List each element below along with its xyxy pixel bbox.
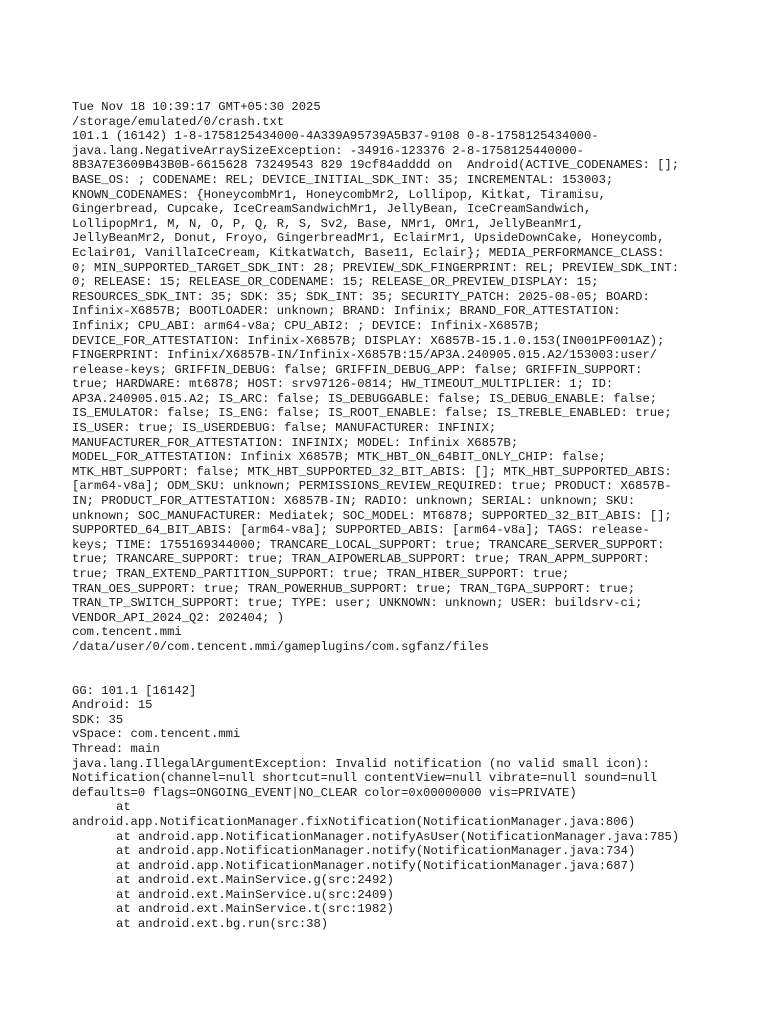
- package-name: com.tencent.mmi: [72, 625, 182, 640]
- device-info-line: java.lang.NegativeArraySizeException: -34916-123376 2-8-1758125440000-: [72, 143, 584, 158]
- device-info-line: Infinix-X6857B; BOOTLOADER: unknown; BRAND: Infinix; BRAND_FOR_ATTESTATION:: [72, 304, 621, 319]
- stack-frame: at android.app.NotificationManager.notifyAsUser(NotificationManager.java:785): [116, 829, 680, 844]
- device-info-line: LollipopMr1, M, N, O, P, Q, R, S, Sv2, Base, NMr1, OMr1, JellyBeanMr1,: [72, 216, 584, 231]
- device-info-line: FINGERPRINT: Infinix/X6857B-IN/Infinix-X6857B:15/AP3A.240905.015.A2/153003:user/: [72, 348, 658, 363]
- stack-frame: at android.ext.MainService.g(src:2492): [116, 873, 394, 888]
- device-info-line: [arm64-v8a]; ODM_SKU: unknown; PERMISSIONS_REVIEW_REQUIRED: true; PRODUCT: X6857B-: [72, 479, 672, 494]
- device-info-line: JellyBeanMr2, Donut, Froyo, GingerbreadMr1, EclairMr1, UpsideDownCake, Honeycomb,: [72, 231, 665, 246]
- device-info-line: true; HARDWARE: mt6878; HOST: srv97126-0814; HW_TIMEOUT_MULTIPLIER: 1; ID:: [72, 377, 614, 392]
- device-info-line: true; TRANCARE_SUPPORT: true; TRAN_AIPOWERLAB_SUPPORT: true; TRAN_APPM_SUPPORT:: [72, 552, 650, 567]
- log-file-path: /storage/emulated/0/crash.txt: [72, 114, 285, 129]
- sdk-version: SDK: 35: [72, 712, 124, 727]
- device-info-line: 0; RELEASE: 15; RELEASE_OR_CODENAME: 15; RELEASE_OR_PREVIEW_DISPLAY: 15;: [72, 275, 599, 290]
- device-info-line: Infinix; CPU_ABI: arm64-v8a; CPU_ABI2: ; DEVICE: Infinix-X6857B;: [72, 318, 541, 333]
- device-info-line: IS_EMULATOR: false; IS_ENG: false; IS_ROOT_ENABLE: false; IS_TREBLE_ENABLED: true;: [72, 406, 672, 421]
- vspace-package: vSpace: com.tencent.mmi: [72, 727, 241, 742]
- device-info-line: IN; PRODUCT_FOR_ATTESTATION: X6857B-IN; RADIO: unknown; SERIAL: unknown; SKU:: [72, 494, 636, 509]
- device-info-line: TRAN_OES_SUPPORT: true; TRAN_POWERHUB_SUPPORT: true; TRAN_TGPA_SUPPORT: true;: [72, 581, 636, 596]
- device-info-line: true; TRAN_EXTEND_PARTITION_SUPPORT: true; TRAN_HIBER_SUPPORT: true;: [72, 567, 570, 581]
- device-info-line: TRAN_TP_SWITCH_SUPPORT: true; TYPE: user; UNKNOWN: unknown; USER: buildsrv-ci;: [72, 596, 643, 611]
- device-info-line: 101.1 (16142) 1-8-1758125434000-4A339A95739A5B37-9108 0-8-1758125434000-: [72, 129, 599, 144]
- device-info-line: unknown; SOC_MANUFACTURER: Mediatek; SOC_MODEL: MT6878; SUPPORTED_32_BIT_ABIS: [];: [72, 508, 672, 523]
- crash-log-document: [72, 100, 712, 932]
- stack-frame: at android.app.NotificationManager.notify(NotificationManager.java:734): [116, 844, 636, 859]
- device-info-line: MODEL_FOR_ATTESTATION: Infinix X6857B; MTK_HBT_ON_64BIT_ONLY_CHIP: false;: [72, 450, 606, 465]
- device-info-line: SUPPORTED_64_BIT_ABIS: [arm64-v8a]; SUPPORTED_ABIS: [arm64-v8a]; TAGS: release-: [72, 523, 650, 538]
- stack-frame: at android.ext.MainService.u(src:2409): [116, 887, 394, 902]
- thread-name: Thread: main: [72, 741, 160, 756]
- device-info-line: DEVICE_FOR_ATTESTATION: Infinix-X6857B; DISPLAY: X6857B-15.1.0.153(IN001PF001AZ);: [72, 333, 665, 348]
- device-info-line: 0; MIN_SUPPORTED_TARGET_SDK_INT: 28; PREVIEW_SDK_FINGERPRINT: REL; PREVIEW_SDK_INT:: [72, 260, 680, 275]
- device-info-line: MANUFACTURER_FOR_ATTESTATION: INFINIX; MODEL: Infinix X6857B;: [72, 435, 519, 450]
- stack-frame: at android.ext.bg.run(src:38): [116, 917, 329, 932]
- crash-summary: [72, 684, 712, 757]
- stack-frame: at android.ext.MainService.t(src:1982): [116, 902, 394, 917]
- device-info-line: KNOWN_CODENAMES: {HoneycombMr1, HoneycombMr2, Lollipop, Kitkat, Tiramisu,: [72, 187, 606, 202]
- device-info-line: IS_USER: true; IS_USERDEBUG: false; MANUFACTURER: INFINIX;: [72, 421, 497, 436]
- plugin-path: /data/user/0/com.tencent.mmi/gameplugins/com.sgfanz/files: [72, 639, 489, 654]
- section-spacer: [72, 655, 712, 684]
- stack-frame-at: at: [116, 800, 131, 815]
- log-timestamp: Tue Nov 18 10:39:17 GMT+05:30 2025: [72, 100, 321, 114]
- exception-line: defaults=0 flags=ONGOING_EVENT|NO_CLEAR color=0x00000000 vis=PRIVATE): [72, 785, 577, 800]
- device-info-block: [72, 129, 712, 625]
- device-info-line: Eclair01, VanillaIceCream, KitkatWatch, Base11, Eclair}; MEDIA_PERFORMANCE_CLASS:: [72, 245, 665, 260]
- device-info-line: VENDOR_API_2024_Q2: 202404; ): [72, 610, 285, 625]
- exception-line: Notification(channel=null shortcut=null contentView=null vibrate=null sound=null: [72, 771, 658, 786]
- exception-line: java.lang.IllegalArgumentException: Invalid notification (no valid small icon):: [72, 756, 650, 771]
- stack-frame: at android.app.NotificationManager.notify(NotificationManager.java:687): [116, 858, 636, 873]
- device-info-line: Gingerbread, Cupcake, IceCreamSandwichMr1, JellyBean, IceCreamSandwich,: [72, 202, 592, 217]
- device-info-line: release-keys; GRIFFIN_DEBUG: false; GRIFFIN_DEBUG_APP: false; GRIFFIN_SUPPORT:: [72, 362, 643, 377]
- stack-frame: android.app.NotificationManager.fixNotification(NotificationManager.java:806): [72, 814, 636, 829]
- device-info-line: 8B3A7E3609B43B0B-6615628 73249543 829 19cf84adddd on Android(ACTIVE_CODENAMES: [];: [72, 158, 680, 173]
- exception-block: [72, 757, 712, 932]
- device-info-line: keys; TIME: 1755169344000; TRANCARE_LOCAL_SUPPORT: true; TRANCARE_SERVER_SUPPORT:: [72, 537, 665, 552]
- android-version: Android: 15: [72, 698, 153, 713]
- gg-version: GG: 101.1 [16142]: [72, 683, 197, 698]
- device-info-line: AP3A.240905.015.A2; IS_ARC: false; IS_DEBUGGABLE: false; IS_DEBUG_ENABLE: false;: [72, 391, 658, 406]
- device-info-line: BASE_OS: ; CODENAME: REL; DEVICE_INITIAL_SDK_INT: 35; INCREMENTAL: 153003;: [72, 172, 614, 187]
- device-info-line: RESOURCES_SDK_INT: 35; SDK: 35; SDK_INT: 35; SECURITY_PATCH: 2025-08-05; BOARD:: [72, 289, 650, 304]
- device-info-line: MTK_HBT_SUPPORT: false; MTK_HBT_SUPPORTED_32_BIT_ABIS: []; MTK_HBT_SUPPORTED_ABIS:: [72, 464, 672, 479]
